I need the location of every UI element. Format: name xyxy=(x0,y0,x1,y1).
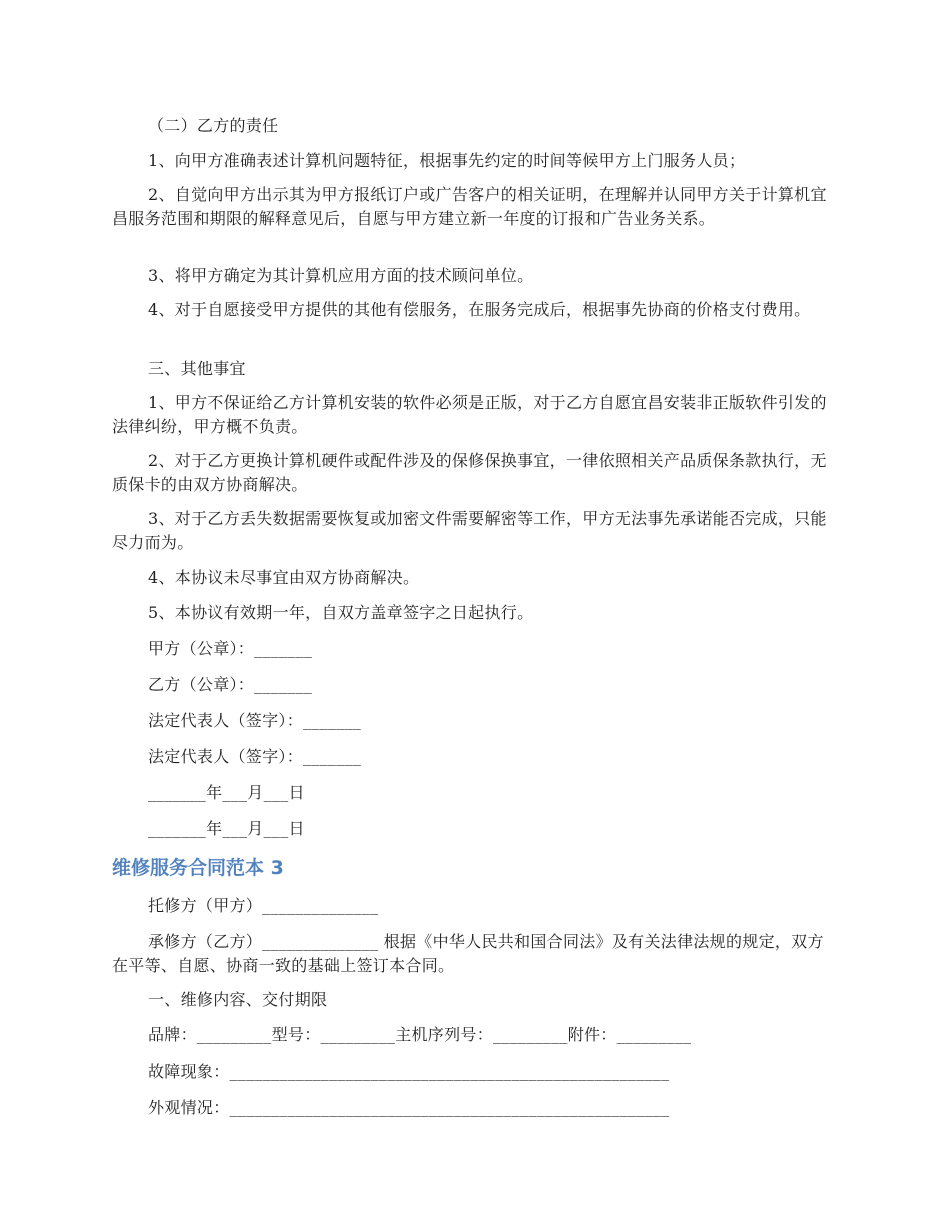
repair-section-title: 一、维修内容、交付期限 xyxy=(148,990,328,1009)
section2-title: （二）乙方的责任 xyxy=(148,116,279,135)
contractor-clause: 承修方（乙方）______________ 根据《中华人民共和国合同法》及有关法律法规的规定，双方在平等、自愿、协商一致的基础上签订本合同。 xyxy=(112,932,824,975)
legal-rep-signature-line-1: 法定代表人（签字）：_______ xyxy=(148,711,362,730)
date-line-2: _______年___月___日 xyxy=(148,819,305,838)
section2-item-4: 4、对于自愿接受甲方提供的其他有偿服务，在服务完成后，根据事先协商的价格支付费用。 xyxy=(148,300,811,319)
party-a-seal-line: 甲方（公章）：_______ xyxy=(148,639,313,658)
section2-item-2: 2、自觉向甲方出示其为甲方报纸订户或广告客户的相关证明，在理解并认同甲方关于计算机宜昌服务范围和期限的解释意见后，自愿与甲方建立新一年度的订报和广告业务关系。 xyxy=(112,185,827,228)
section3-item-4: 4、本协议未尽事宜由双方协商解决。 xyxy=(148,568,420,587)
section3-title: 三、其他事宜 xyxy=(148,359,246,378)
fault-description-line: 故障现象：_____________________________________________________ xyxy=(148,1062,670,1081)
legal-rep-signature-line-2: 法定代表人（签字）：_______ xyxy=(148,747,362,766)
section3-item-1: 1、甲方不保证给乙方计算机安装的软件必须是正版，对于乙方自愿宜昌安装非正版软件引发的法律纠纷，甲方概不负责。 xyxy=(112,393,827,436)
section2-item-1: 1、向甲方准确表述计算机问题特征，根据事先约定的时间等候甲方上门服务人员； xyxy=(148,151,746,170)
brand-model-line: 品牌：_________型号：_________主机序列号：_________附件：_________ xyxy=(148,1025,692,1044)
contract3-heading: 维修服务合同范本 3 xyxy=(112,857,284,879)
section3-item-2: 2、对于乙方更换计算机硬件或配件涉及的保修保换事宜，一律依照相关产品质保条款执行，无质保卡的由双方协商解决。 xyxy=(112,451,827,494)
section3-item-5: 5、本协议有效期一年，自双方盖章签字之日起执行。 xyxy=(148,603,534,622)
client-party-line: 托修方（甲方）______________ xyxy=(148,896,379,915)
date-line-1: _______年___月___日 xyxy=(148,783,305,802)
party-b-seal-line: 乙方（公章）：_______ xyxy=(148,675,313,694)
section2-item-3: 3、将甲方确定为其计算机应用方面的技术顾问单位。 xyxy=(148,266,534,285)
appearance-line: 外观情况：_____________________________________________________ xyxy=(148,1098,670,1117)
section3-item-3: 3、对于乙方丢失数据需要恢复或加密文件需要解密等工作，甲方无法事先承诺能否完成，只能尽力而为。 xyxy=(112,509,827,552)
